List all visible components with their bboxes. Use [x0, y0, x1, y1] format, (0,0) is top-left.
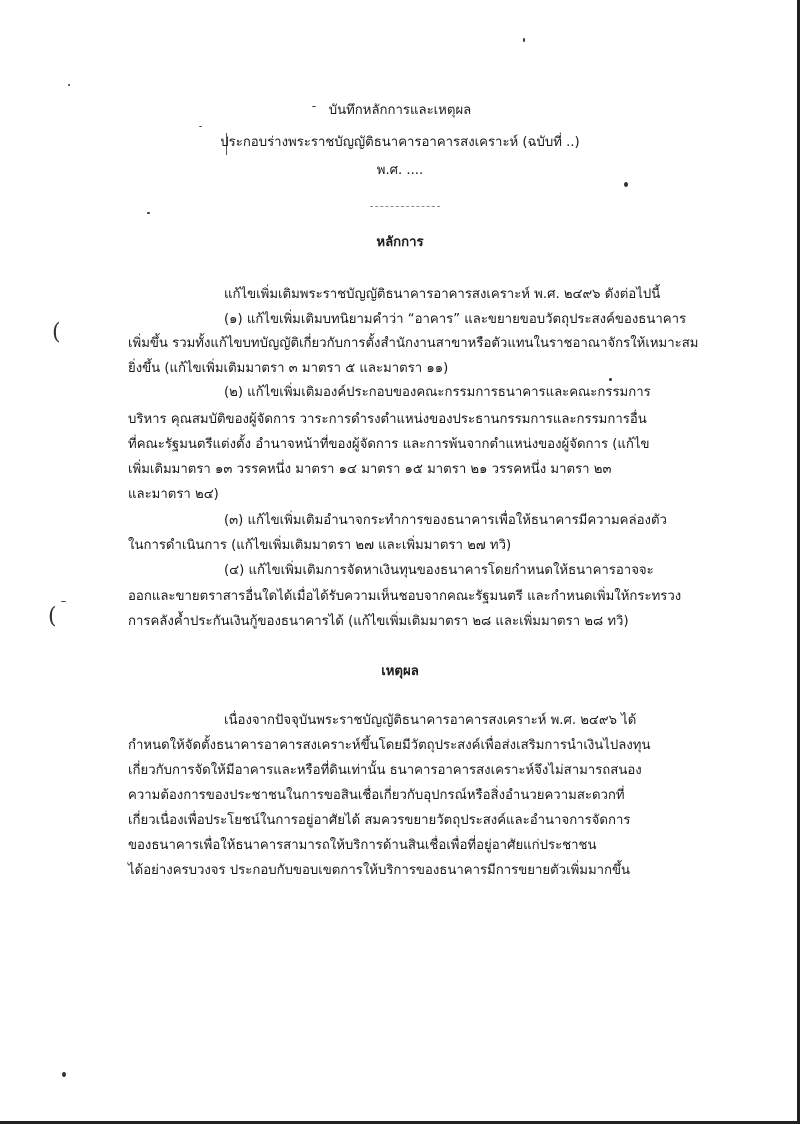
principles-line: การคลังค้ำประกันเงินกู้ของธนาคารได้ (แก้ไขเพิ่มเติมมาตรา ๒๘ และเพิ่มมาตรา ๒๘ ทวิ)	[128, 614, 629, 629]
scan-artifact	[61, 601, 66, 602]
principles-line: (๒) แก้ไขเพิ่มเติมองค์ประกอบของคณะกรรมการธนาคารและคณะกรรมการ	[224, 385, 651, 400]
title-divider	[370, 206, 440, 207]
reasons-line: ได้อย่างครบวงจร ประกอบกับขอบเขตการให้บริการของธนาคารมีการขยายตัวเพิ่มมากขึ้น	[128, 863, 631, 878]
principles-line: ยิ่งขึ้น (แก้ไขเพิ่มเติมมาตรา ๓ มาตรา ๕ และมาตรา ๑๑)	[128, 361, 449, 376]
principles-line: (๓) แก้ไขเพิ่มเติมอำนาจกระทำการของธนาคารเพื่อให้ธนาคารมีความคล่องตัว	[224, 513, 667, 528]
scan-artifact	[199, 126, 202, 127]
principles-line: แก้ไขเพิ่มเติมพระราชบัญญัติธนาคารอาคารสงเคราะห์ พ.ศ. ๒๔๙๖ ดังต่อไปนี้	[224, 287, 661, 302]
reasons-line: เนื่องจากปัจจุบันพระราชบัญญัติธนาคารอาคารสงเคราะห์ พ.ศ. ๒๔๙๖ ได้	[224, 713, 637, 728]
scan-artifact	[62, 1072, 66, 1077]
scan-artifact	[523, 38, 525, 42]
principles-line: เพิ่มเติมมาตรา ๑๓ วรรคหนึ่ง มาตรา ๑๔ มาตรา ๑๕ มาตรา ๒๑ วรรคหนึ่ง มาตรา ๒๓	[128, 462, 612, 477]
principles-line: ออกและขายตราสารอื่นใดได้เมื่อได้รับความเห็นชอบจากคณะรัฐมนตรี และกำหนดเพิ่มให้กระทรวง	[128, 589, 682, 604]
principles-heading: หลักการ	[376, 235, 424, 250]
principles-line: ในการดำเนินการ (แก้ไขเพิ่มเติมมาตรา ๒๗ และเพิ่มมาตรา ๒๗ ทวิ)	[128, 538, 512, 553]
reasons-line: เกี่ยวเนื่องเพื่อประโยชน์ในการอยู่อาศัยได้ สมควรขยายวัตถุประสงค์และอำนาจการจัดการ	[128, 813, 631, 828]
principles-line: เพิ่มขึ้น รวมทั้งแก้ไขบทบัญญัติเกี่ยวกับการตั้งสำนักงานสาขาหรือตัวแทนในราชอาณาจักรให้เหมาะสม	[128, 336, 699, 351]
scan-artifact	[147, 212, 150, 214]
principles-line: (๔) แก้ไขเพิ่มเติมการจัดหาเงินทุนของธนาคารโดยกำหนดให้ธนาคารอาจจะ	[224, 563, 654, 578]
reasons-line: เกี่ยวกับการจัดให้มีอาคารและหรือที่ดินเท่านั้น ธนาคารอาคารสงเคราะห์จึงไม่สามารถสนอง	[128, 763, 642, 778]
principles-line: (๑) แก้ไขเพิ่มเติมบทนิยามคำว่า “อาคาร” และขยายขอบวัตถุประสงค์ของธนาคาร	[224, 312, 687, 327]
scan-artifact: (	[52, 320, 61, 345]
scan-artifact	[609, 378, 612, 381]
reasons-heading: เหตุผล	[381, 664, 419, 679]
scan-artifact	[624, 182, 628, 187]
reasons-line: กำหนดให้จัดตั้งธนาคารอาคารสงเคราะห์ขึ้นโดยมีวัตถุประสงค์เพื่อส่งเสริมการนำเงินไปลงทุน	[128, 738, 651, 753]
document-subtitle: ประกอบร่างพระราชบัญญัติธนาคารอาคารสงเคราะห์ (ฉบับที่ ..)	[220, 135, 580, 150]
principles-line: ที่คณะรัฐมนตรีแต่งตั้ง อำนาจหน้าที่ของผู้จัดการ และการพ้นจากตำแหน่งของผู้จัดการ (แก้ไข	[128, 437, 650, 452]
document-title: บันทึกหลักการและเหตุผล	[328, 103, 472, 118]
document-year: พ.ศ. ....	[376, 163, 424, 178]
scan-artifact	[312, 106, 316, 107]
scan-artifact	[68, 84, 70, 86]
reasons-line: ของธนาคารเพื่อให้ธนาคารสามารถให้บริการด้านสินเชื่อเพื่อที่อยู่อาศัยแก่ประชาชน	[128, 838, 597, 853]
scan-artifact: (	[48, 604, 57, 629]
principles-line: บริหาร คุณสมบัติของผู้จัดการ วาระการดำรงตำแหน่งของประธานกรรมการและกรรมการอื่น	[128, 412, 647, 427]
principles-line: และมาตรา ๒๔)	[128, 487, 219, 502]
reasons-line: ความต้องการของประชาชนในการขอสินเชื่อเกี่ยวกับอุปกรณ์หรือสิ่งอำนวยความสะดวกที่	[128, 788, 625, 803]
